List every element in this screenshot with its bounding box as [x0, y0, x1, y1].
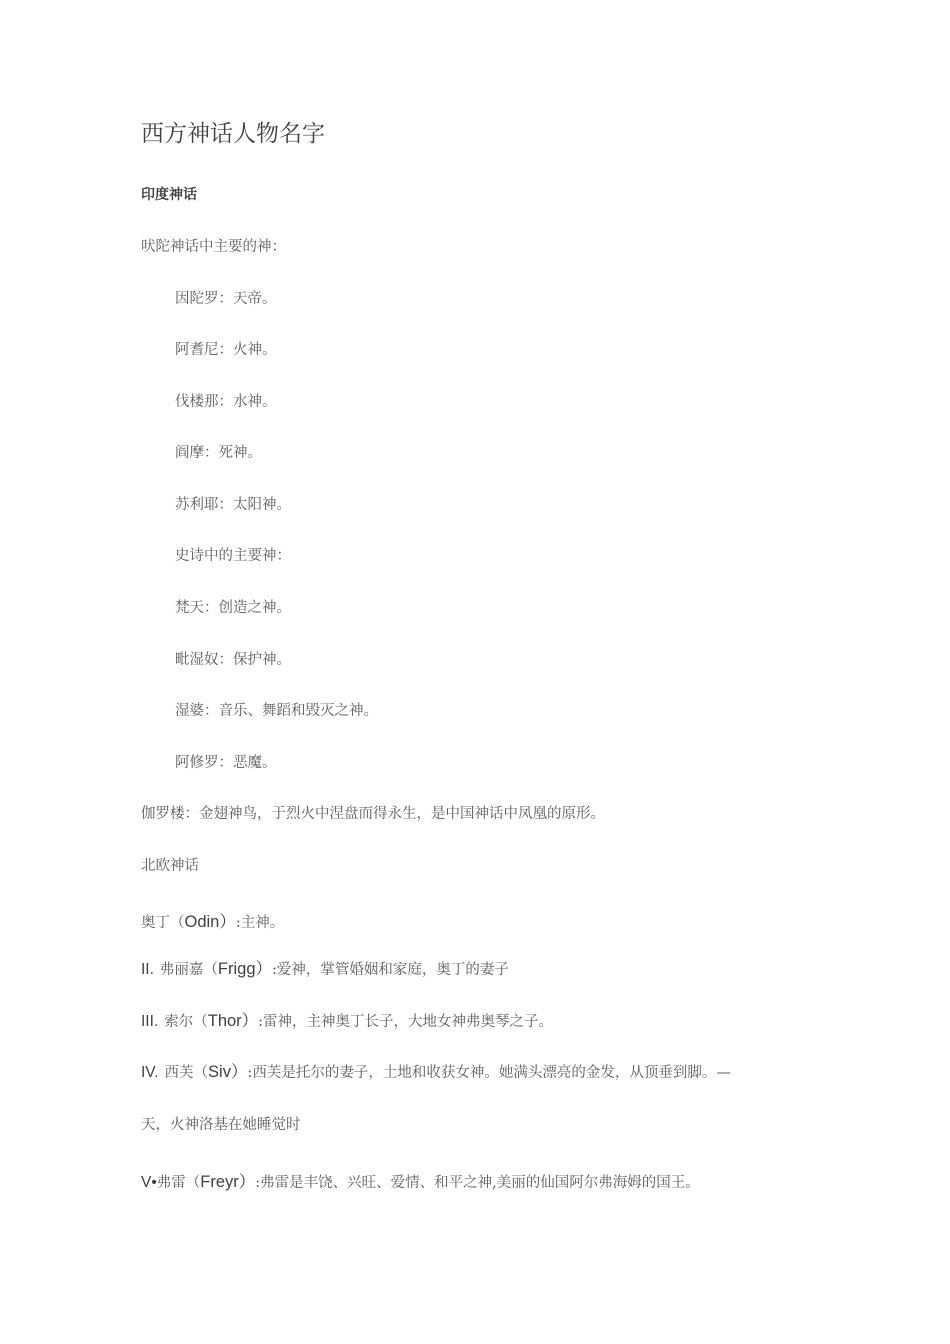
item-name: 奥丁（	[141, 915, 185, 931]
item-description: :西芙是托尔的妻子，土地和收获女神。她满头漂亮的金发，从顶垂到脚。—	[247, 1065, 731, 1081]
item-number: IV.	[141, 1064, 159, 1081]
vedic-god-item: 毗湿奴：保护神。	[175, 652, 291, 668]
vedic-god-item: 湿婆：音乐、舞蹈和毁灭之神。	[175, 703, 378, 719]
siv-continuation: 天，火神洛基在她睡觉时	[141, 1117, 301, 1133]
item-name: 弗丽嘉（	[159, 962, 218, 978]
vedic-god-item: 因陀罗：天帝。	[175, 291, 277, 307]
item-number: III.	[141, 1013, 159, 1030]
vedic-intro: 吠陀神话中主要的神：	[141, 239, 286, 255]
vedic-god-item: 梵天：创造之神。	[175, 600, 291, 616]
norse-item-freyr	[141, 1172, 700, 1193]
item-latin-name: Frigg）	[217, 960, 273, 978]
epic-gods-intro: 史诗中的主要神：	[175, 548, 291, 564]
item-latin-name: Odin）	[184, 913, 236, 931]
item-name: 西芙（	[164, 1065, 209, 1081]
norse-item-thor	[141, 1011, 553, 1032]
vedic-god-item: 伐楼那：水神。	[175, 394, 277, 410]
norse-item-odin	[141, 912, 284, 933]
item-description: :弗雷是丰饶、兴旺、爱情、和平之神,美丽的仙国阿尔弗海姆的国王。	[255, 1175, 700, 1191]
vedic-god-item: 苏利耶：太阳神。	[175, 497, 291, 513]
item-number: II.	[141, 961, 154, 978]
vedic-god-item: 阎摩：死神。	[175, 445, 262, 461]
document-title: 西方神话人物名字	[141, 121, 325, 147]
section-heading-norse: 北欧神话	[141, 858, 199, 874]
item-latin-name: Freyr）	[200, 1173, 256, 1191]
garuda-line: 伽罗楼：金翅神鸟，于烈火中涅盘而得永生，是中国神话中凤凰的原形。	[141, 806, 605, 822]
section-heading-india: 印度神话	[141, 187, 197, 203]
vedic-god-item: 阿修罗：恶魔。	[175, 755, 277, 771]
item-latin-name: Thor）	[207, 1012, 259, 1030]
item-latin-name: Siv）	[208, 1063, 248, 1081]
item-name: 弗雷（	[156, 1175, 201, 1191]
item-name: 索尔（	[164, 1014, 208, 1030]
item-description: :爱神，掌管婚姻和家庭，奥丁的妻子	[272, 962, 509, 978]
norse-item-siv	[141, 1062, 731, 1083]
item-description: :雷神，主神奥丁长子，大地女神弗奥琴之子。	[258, 1014, 554, 1030]
norse-item-frigg	[141, 959, 509, 980]
vedic-god-item: 阿耆尼：火神。	[175, 342, 277, 358]
item-number: V•	[141, 1174, 157, 1191]
item-description: :主神。	[235, 915, 285, 931]
